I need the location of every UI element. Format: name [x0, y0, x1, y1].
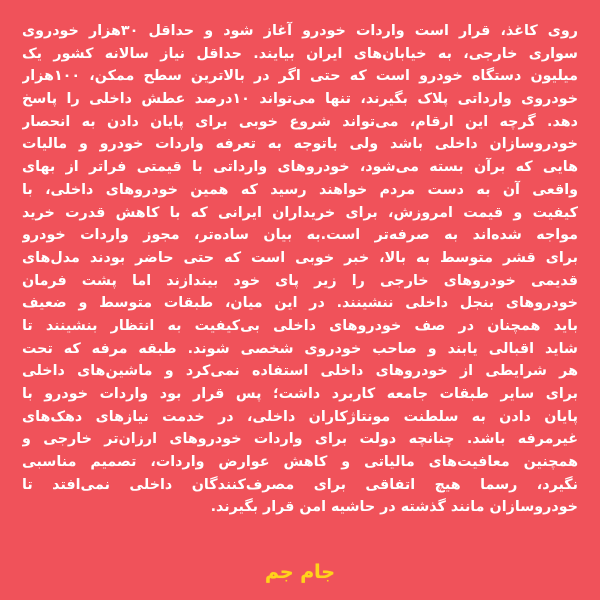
article-line: خودروسازان داخلی باشد ولی باتوجه به تعرفه واردات خودرو و مالیات: [22, 136, 578, 153]
article-line: سواری خارجی، به خیابان‌های ایران بیایند. حداقل نیاز سالانه کشور یک: [22, 45, 578, 62]
article-line: غیرمرفه باشد. چنانچه دولت برای واردات خودروهای ارزان‌تر خارجی و: [22, 431, 578, 448]
article-line: باید همچنان در صف خودروهای داخلی بی‌کیفیت به انتظار بنشینند تا: [22, 317, 578, 334]
article-line: برای سایر طبقات جامعه کاربرد داشت؛ پس قرار بود واردات خودرو با: [22, 386, 578, 402]
article-line: نگیرد، رسما هیچ اتفاقی برای مصرف‌کنندگان داخلی نمی‌افتد تا: [22, 476, 578, 493]
article-line: مواجه شده‌اند به صرفه‌تر است.به بیان ساده‌تر، مجوز واردات خودرو: [22, 227, 578, 244]
article-line: همچنین معافیت‌های مالیاتی و کاهش عوارض واردات، تصمیم مناسبی: [22, 454, 578, 471]
article-line: شاید اقبالی یابند و صاحب خودروی شخصی شوند. طبقه مرفه که تحت: [22, 340, 578, 357]
article-line: هر شرایطی از خودروهای داخلی استفاده نمی‌کرد و ماشین‌های داخلی: [22, 363, 578, 380]
article-line: قدیمی خودروهای خارجی را زیر پای خود بیندازند اما پشت فرمان: [22, 272, 578, 289]
article-line: خودروهای بنجل داخلی ننشینند. در این میان، طبقات متوسط و ضعیف: [22, 295, 578, 312]
logo-text: جام جم: [265, 561, 335, 583]
article-line: پایان دادن به سلطنت مونتاژکاران داخلی، در خدمت نیازهای دهک‌های: [22, 408, 578, 425]
article-body: [22, 20, 578, 519]
article-line: خودروی وارداتی پلاک بگیرند، تنها می‌تواند ۱۰درصد عطش داخلی را پاسخ: [22, 91, 578, 108]
article-line: میلیون دستگاه خودرو است که حتی اگر در بالاترین سطح ممکن، ۱۰۰هزار: [22, 68, 578, 85]
article-line: کیفیت و قیمت امروزش، برای خریداران ایرانی که با کاهش قدرت خرید: [22, 204, 578, 221]
article-line: واقعی آن به دست مردم خواهند رسید که همین خودروهای داخلی، با: [22, 181, 578, 198]
article-line-last: خودروسازان مانند گذشته در حاشیه امن قرار بگیرند.: [210, 499, 578, 516]
article-line: هایی که برآن بسته می‌شود، خودروهای وارداتی با قیمتی فراتر از بهای: [22, 159, 578, 176]
article-line: برای قشر متوسط به بالا، خبر خوبی است که حتی حاضر بودند مدل‌های: [22, 249, 578, 266]
article-line: روی کاغذ، قرار است واردات خودرو آغاز شود و حداقل ۳۰هزار خودروی: [22, 23, 578, 39]
article-line: دهد. گرچه این ارقام، می‌تواند شروع خوبی برای پایان دادن به انحصار: [22, 113, 578, 130]
jamejam-logo: [0, 560, 600, 584]
